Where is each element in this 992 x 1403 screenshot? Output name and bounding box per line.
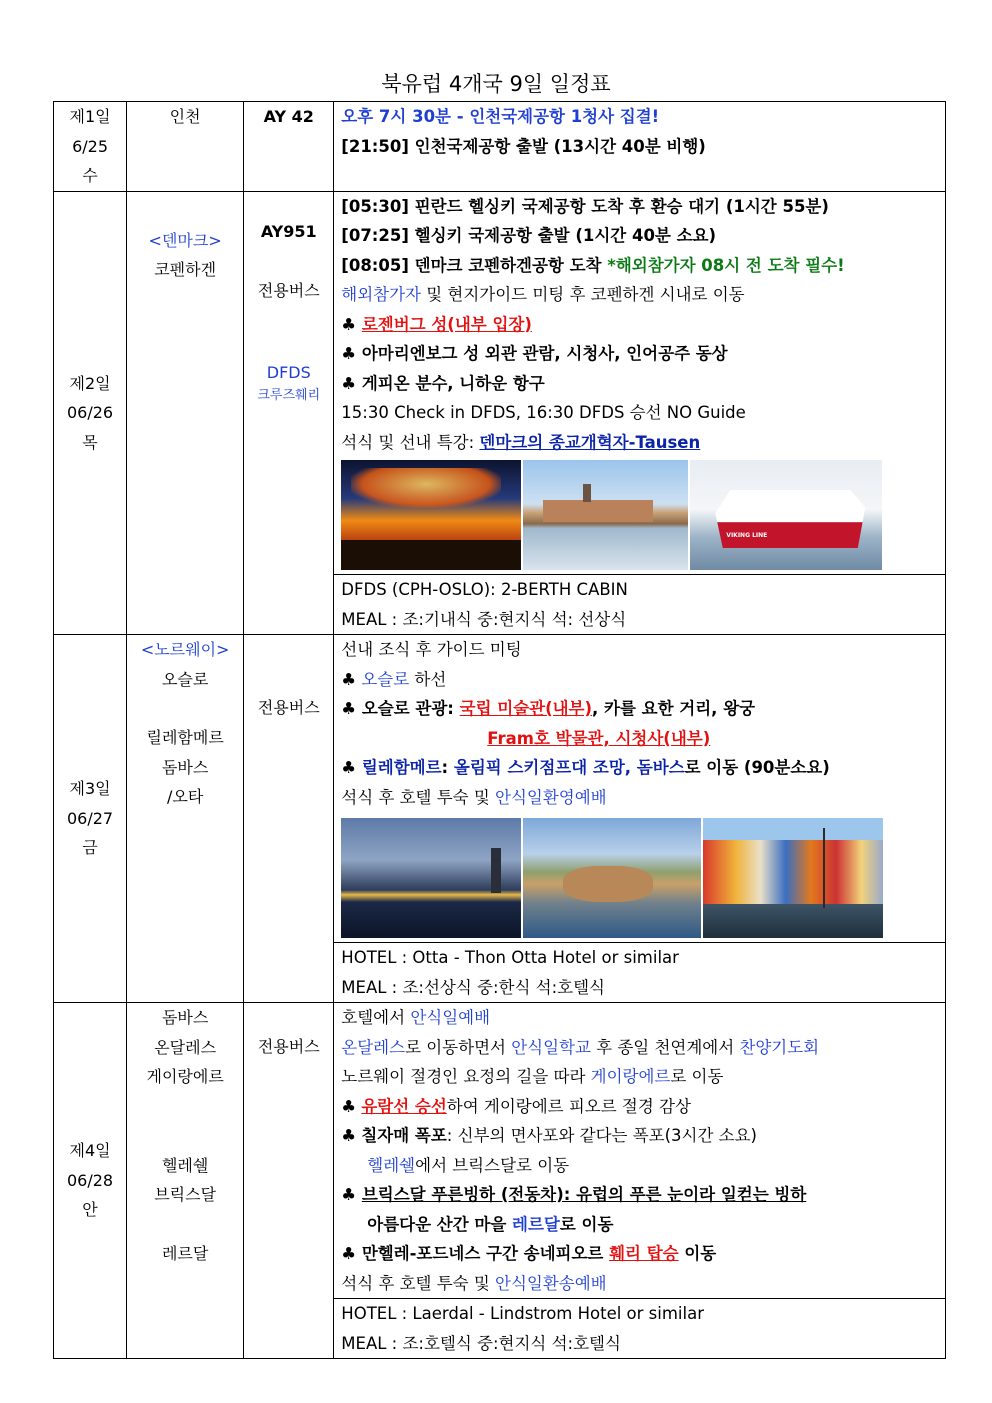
day4-transport-cell (244, 1003, 334, 1359)
day3-line3-c: , 카를 요한 거리, 왕궁 (592, 699, 756, 718)
day2-date: 06/26 (66, 403, 114, 422)
day2-line1: [05:30] 핀란드 헬싱키 국제공항 도착 후 환승 대기 (1시간 55분) (341, 196, 829, 216)
club-icon: ♣ (341, 758, 357, 777)
ferry-label: VIKING LINE (726, 532, 768, 539)
day1-city: 인천 (169, 107, 201, 126)
day3-line1: 선내 조식 후 가이드 미팅 (341, 640, 522, 659)
day3-date-cell (54, 635, 127, 1003)
day2-day: 제2일 (69, 373, 111, 393)
day3-detail-cell (334, 635, 946, 1003)
day4-line3-a: 노르웨이 절경인 요정의 길을 따라 (341, 1067, 591, 1086)
stockholm-aerial-photo (523, 818, 701, 938)
day4-weekday: 안 (82, 1200, 98, 1220)
day3-line5 (341, 753, 945, 783)
day4-line5-b: : 신부의 면사포와 같다는 폭포(3시간 소요) (446, 1126, 757, 1145)
day3-line6-b: 안식일환영예배 (495, 787, 607, 807)
day4-line8-a: 아름다운 산간 마을 (367, 1214, 513, 1234)
day4-line2-e: 찬양기도회 (739, 1037, 820, 1057)
day2-sub1: DFDS (CPH-OSLO): 2-BERTH CABIN (334, 574, 945, 605)
day2-country: <덴마크> (148, 230, 222, 250)
day2-line3 (341, 251, 945, 281)
viking-line-ferry-photo (690, 460, 882, 570)
day1-day: 제1일 (69, 107, 111, 126)
day4-detail-cell (334, 1003, 946, 1359)
day3-line2-a: 오슬로 (361, 669, 410, 689)
day3-city-cell (127, 635, 244, 1003)
day2-dfds: DFDS (266, 362, 311, 382)
day2-city: 코펜하겐 (154, 260, 217, 279)
day4-sub2: MEAL : 조:호텔식 중:현지식 석:호텔식 (341, 1333, 621, 1353)
day4-line8 (341, 1210, 945, 1240)
day4-date: 06/28 (66, 1170, 114, 1190)
day1-line2: [21:50] 인천국제공항 출발 (13시간 40분 비행) (341, 136, 706, 156)
day4-line8-b: 레르달 (512, 1214, 560, 1234)
day4-line6-b: 에서 브릭스달로 이동 (415, 1155, 570, 1175)
day3-country: <노르웨이> (140, 640, 230, 659)
day2-date-cell (54, 191, 127, 635)
day3-bus: 전용버스 (257, 698, 320, 717)
day3-line5-c: 올림픽 스키점프대 조망, 돔바스 (453, 758, 685, 777)
club-icon: ♣ (341, 373, 357, 393)
day3-line5-d: 로 이동 (90분소요) (684, 758, 830, 777)
day4-line5-a: 칠자매 폭포 (361, 1126, 447, 1145)
day4-line9-a: 만헬레-포드네스 구간 송네피오르 (361, 1244, 610, 1263)
day2-line9 (341, 428, 945, 458)
day4-line1-b: 안식일예배 (410, 1008, 491, 1027)
day4-line6 (341, 1151, 945, 1181)
day2-line4-b: 및 현지가이드 미팅 후 코펜하겐 시내로 이동 (421, 285, 745, 304)
itinerary-table (53, 101, 946, 1359)
day2-line4 (341, 280, 945, 310)
day1-date: 6/25 (72, 136, 108, 156)
day4-day: 제4일 (69, 1141, 111, 1161)
day2-flight: AY951 (260, 221, 317, 241)
day3-line3 (341, 694, 945, 724)
day2-weekday: 목 (82, 432, 98, 452)
day4-line6-a: 헬레쉘 (367, 1155, 416, 1175)
day3-line5-b: : (441, 758, 454, 777)
day3-city3: 돔바스 (161, 757, 209, 777)
day4-line2 (341, 1033, 945, 1063)
day3-sub1: HOTEL : Otta - Thon Otta Hotel or similar (334, 942, 945, 973)
day3-row (54, 635, 946, 1003)
day4-city4: 헬레쉘 (161, 1155, 209, 1175)
day1-date-cell (54, 102, 127, 192)
club-icon: ♣ (341, 1244, 357, 1263)
day2-line4-a: 해외참가자 (341, 285, 421, 304)
oslo-dusk-photo (341, 818, 521, 938)
day4-sub1: HOTEL : Laerdal - Lindstrom Hotel or similar (334, 1298, 945, 1329)
day4-line1 (341, 1003, 945, 1033)
page-title: 북유럽 4개국 9일 일정표 (381, 72, 611, 96)
day3-date: 06/27 (66, 808, 114, 828)
day4-line3-c: 로 이동 (670, 1067, 724, 1086)
day3-line3-b: 국립 미술관(내부) (459, 699, 593, 718)
day2-line9-a: 석식 및 선내 특강: (341, 432, 480, 452)
day1-city-cell (127, 102, 244, 192)
day1-transport-cell (244, 102, 334, 192)
nyhavn-photo (703, 818, 883, 938)
day2-line7-text: 게피온 분수, 니하운 항구 (361, 373, 545, 393)
day4-line4-a: 유람선 승선 (361, 1096, 447, 1116)
copenhagen-night-photo (341, 460, 521, 570)
day4-city3: 게이랑에르 (146, 1067, 224, 1086)
day4-line4-b: 하여 게이랑에르 피오르 절경 감상 (446, 1096, 691, 1116)
day1-row (54, 102, 946, 192)
day2-line2: [07:25] 헬싱키 국제공항 출발 (1시간 40분 소요) (341, 226, 717, 245)
day2-line8: 15:30 Check in DFDS, 16:30 DFDS 승선 NO Guide (341, 403, 746, 422)
day2-line5-text: 로젠버그 성(내부 입장) (361, 314, 532, 334)
day3-weekday: 금 (82, 838, 98, 858)
day3-city2: 릴레함메르 (146, 728, 224, 747)
day2-line7 (341, 369, 945, 399)
day1-weekday: 수 (82, 166, 98, 185)
club-icon: ♣ (341, 1185, 357, 1204)
day1-flight: AY 42 (263, 107, 314, 126)
day4-line7-text: 브릭스달 푸른빙하 (전동차): 유럽의 푸른 눈이라 일컫는 빙하 (361, 1185, 807, 1204)
day3-line3-a: 오슬로 관광: (361, 699, 460, 718)
stockholm-harbor-photo (523, 460, 688, 570)
day4-line2-b: 로 이동하면서 (405, 1037, 512, 1057)
day4-line10-b: 안식일환송예배 (495, 1273, 607, 1293)
day4-city1: 돔바스 (161, 1008, 209, 1027)
day3-line6 (341, 783, 945, 813)
day4-row (54, 1003, 946, 1359)
day4-line9 (341, 1239, 945, 1269)
day4-city6: 레르달 (161, 1243, 209, 1263)
day3-line2-b: 하선 (409, 669, 447, 689)
day4-line2-d: 후 종일 천연계에서 (590, 1037, 740, 1057)
day4-line10 (341, 1269, 945, 1299)
club-icon: ♣ (341, 1096, 357, 1116)
day3-city1: 오슬로 (161, 669, 209, 689)
day4-line8-c: 로 이동 (559, 1214, 614, 1234)
day4-city5: 브릭스달 (154, 1185, 217, 1204)
club-icon: ♣ (341, 699, 357, 718)
day4-line5 (341, 1121, 945, 1151)
day1-detail-cell (334, 102, 946, 192)
day2-line9-b: 덴마크의 종교개혁자-Tausen (479, 432, 701, 452)
day2-line6 (341, 339, 945, 369)
day4-city2: 온달레스 (154, 1037, 217, 1057)
day3-city4: /오타 (166, 787, 204, 806)
club-icon: ♣ (341, 669, 357, 689)
day2-row (54, 191, 946, 635)
day3-line4: Fram호 박물관, 시청사(내부) (487, 728, 711, 748)
day4-line2-a: 온달레스 (341, 1037, 406, 1057)
day3-photos (341, 818, 945, 938)
day4-line1-a: 호텔에서 (341, 1008, 411, 1027)
day3-line6-a: 석식 후 호텔 투숙 및 (341, 787, 496, 807)
day2-line3-a: [08:05] 덴마크 코펜하겐공항 도착 (341, 255, 608, 275)
day3-line5-a: 릴레함메르 (361, 758, 442, 777)
day4-date-cell (54, 1003, 127, 1359)
day2-line6-text: 아마리엔보그 성 외관 관람, 시청사, 인어공주 동상 (361, 344, 728, 363)
day2-detail-cell (334, 191, 946, 635)
day3-day: 제3일 (69, 779, 111, 799)
day4-line7 (341, 1180, 945, 1210)
day2-line5 (341, 310, 945, 340)
day4-bus: 전용버스 (257, 1037, 320, 1056)
day2-line3-b: *해외참가자 08시 전 도착 필수! (607, 255, 845, 275)
day2-sub2: MEAL : 조:기내식 중:현지식 석: 선상식 (341, 609, 627, 629)
day4-line9-b: 훼리 탑승 (609, 1244, 679, 1263)
day1-line1: 오후 7시 30분 - 인천국제공항 1청사 집결! (341, 107, 660, 126)
club-icon: ♣ (341, 344, 357, 363)
day3-sub2: MEAL : 조:선상식 중:한식 석:호텔식 (341, 977, 605, 997)
day2-photos (341, 460, 945, 570)
day3-transport-cell (244, 635, 334, 1003)
day4-line2-c: 안식일학교 (511, 1037, 591, 1057)
day4-line3 (341, 1062, 945, 1092)
day4-line4 (341, 1092, 945, 1122)
day4-line9-c: 이동 (678, 1244, 717, 1263)
day2-cruise: 크루즈훼리 (257, 388, 321, 403)
day2-city-cell (127, 191, 244, 635)
day2-bus: 전용버스 (257, 281, 320, 300)
club-icon: ♣ (341, 314, 357, 334)
day3-line2 (341, 665, 945, 695)
day2-transport-cell (244, 191, 334, 635)
club-icon: ♣ (341, 1126, 357, 1145)
day4-line3-b: 게이랑에르 (590, 1067, 671, 1086)
day4-city-cell (127, 1003, 244, 1359)
day4-line10-a: 석식 후 호텔 투숙 및 (341, 1273, 496, 1293)
